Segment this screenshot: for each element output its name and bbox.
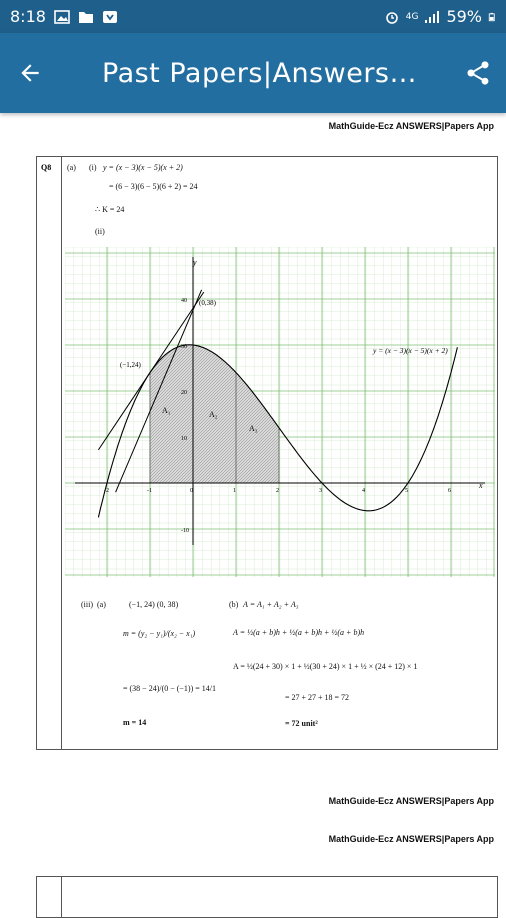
area-sum-values: = 27 + 27 + 18 = 72 <box>285 693 350 702</box>
next-answer-document <box>36 876 498 918</box>
point-a-label: (0,38) <box>199 299 216 307</box>
arrow-left-icon <box>17 60 43 86</box>
watermark-middle: MathGuide-Ecz ANSWERS|Papers App <box>328 796 494 806</box>
signal-icon <box>424 10 440 24</box>
point-b-label: (−1,24) <box>120 361 141 369</box>
part-iii-a-label: (a) <box>97 600 106 609</box>
download-icon <box>102 10 118 24</box>
y-tick-label: 10 <box>181 436 187 442</box>
x-tick-label: -2 <box>104 488 109 494</box>
equation-line-2: = (6 − 3)(6 − 5)(6 + 2) = 24 <box>109 182 198 191</box>
column-divider <box>61 157 62 749</box>
status-bar <box>0 0 506 33</box>
gradient-formula: m = (y₂ − y₁)/(x₂ − x₁) <box>123 629 196 638</box>
gradient-result: m = 14 <box>123 718 147 727</box>
cubic-graph <box>65 247 495 577</box>
area-formula: A = ½(a + b)h + ½(a + b)h + ½(a + b)h <box>233 628 365 637</box>
equation-line-3: ∴ K = 24 <box>95 205 125 214</box>
y-tick-label: 40 <box>181 298 187 304</box>
battery-icon <box>488 10 498 24</box>
x-tick-label: 2 <box>276 488 279 494</box>
x-tick-label: 6 <box>448 488 451 494</box>
column-divider <box>61 877 62 917</box>
app-title: Past Papers|Answers… <box>102 57 417 89</box>
equation-line-1: y = (x − 3)(x − 5)(x + 2) <box>103 163 183 172</box>
status-time: 8:18 <box>10 7 46 26</box>
share-button[interactable] <box>450 33 506 113</box>
area-sum: A = A₁ + A₂ + A₃ <box>243 600 299 609</box>
part-ii-label: (ii) <box>95 227 105 236</box>
watermark-top: MathGuide-Ecz ANSWERS|Papers App <box>328 121 494 131</box>
area-label-2: A₂ <box>209 410 218 419</box>
y-tick-label: 30 <box>181 344 187 350</box>
share-icon <box>464 59 492 87</box>
watermark-bottom: MathGuide-Ecz ANSWERS|Papers App <box>328 834 494 844</box>
area-label-3: A₃ <box>249 424 258 433</box>
area-label-1: A₁ <box>162 406 171 415</box>
x-tick-label: -1 <box>147 488 152 494</box>
y-tick-label: -10 <box>181 528 189 534</box>
part-i-label: (i) <box>89 163 97 172</box>
points-used: (−1, 24) (0, 38) <box>129 600 179 609</box>
part-a-label: (a) <box>67 163 76 172</box>
x-tick-label: 5 <box>405 488 408 494</box>
x-tick-label: 1 <box>233 488 236 494</box>
area-calculation: A = ½(24 + 30) × 1 + ½(30 + 24) × 1 + ½ × (24 + 12) × 1 <box>233 662 418 671</box>
question-number: Q8 <box>41 163 52 172</box>
battery-level: 59% <box>446 7 482 26</box>
folder-icon <box>78 10 94 24</box>
x-tick-label: 4 <box>362 488 365 494</box>
alarm-icon <box>384 10 400 24</box>
gradient-calculation: = (38 − 24)/(0 − (−1)) = 14/1 <box>123 684 216 693</box>
area-result: = 72 unit² <box>285 719 318 728</box>
y-tick-label: 20 <box>181 390 187 396</box>
answer-document <box>36 156 498 750</box>
part-iii-b-label: (b) <box>229 600 239 609</box>
image-icon <box>54 10 70 24</box>
part-iii-label: (iii) <box>81 600 93 609</box>
app-bar <box>0 33 506 113</box>
curve-label: y = (x − 3)(x − 5)(x + 2) <box>373 346 448 355</box>
y-axis-label: y <box>193 258 197 267</box>
x-tick-label: 3 <box>319 488 322 494</box>
network-label: 4G <box>405 11 419 22</box>
x-tick-label: 0 <box>190 488 193 494</box>
back-button[interactable] <box>0 33 60 113</box>
x-axis-label: x <box>479 481 483 490</box>
